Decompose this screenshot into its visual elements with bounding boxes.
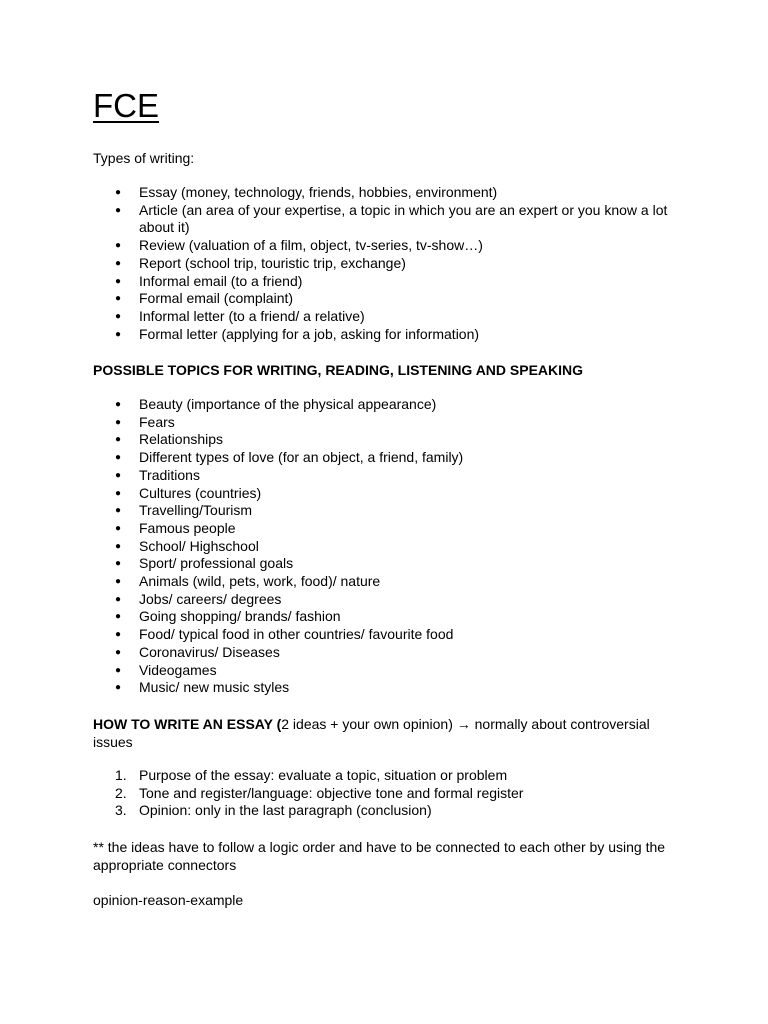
list-item: ● Animals (wild, pets, work, food)/ nature <box>93 573 683 591</box>
list-item: ● Traditions <box>93 467 683 485</box>
list-item: ● Informal email (to a friend) <box>93 273 683 291</box>
list-item: ● Informal letter (to a friend/ a relative) <box>93 308 683 326</box>
list-item: ● Beauty (importance of the physical appearance) <box>93 396 683 414</box>
step-text: Opinion: only in the last paragraph (conclusion) <box>139 802 432 819</box>
list-item: ● Fears <box>93 414 683 432</box>
list-item: ● School/ Highschool <box>93 538 683 556</box>
list-item: ● Relationships <box>93 431 683 449</box>
list-item: ● Formal email (complaint) <box>93 290 683 308</box>
essay-heading-rest: 2 ideas + your own opinion) → normally about controversial issues <box>93 716 650 750</box>
list-item: ● Review (valuation of a film, object, tv-series, tv-show…) <box>93 237 683 255</box>
list-item: ● Essay (money, technology, friends, hobbies, environment) <box>93 184 683 202</box>
list-item <box>93 785 683 803</box>
list-item: ● Videogames <box>93 662 683 680</box>
list-item: ● Report (school trip, touristic trip, exchange) <box>93 255 683 273</box>
list-item: ● Different types of love (for an object, a friend, family) <box>93 449 683 467</box>
types-of-writing-list <box>93 184 683 343</box>
step-number: 3. <box>115 802 127 819</box>
list-item: ● Formal letter (applying for a job, asking for information) <box>93 326 683 344</box>
list-item: ● Cultures (countries) <box>93 485 683 503</box>
essay-note: ** the ideas have to follow a logic order and have to be connected to each other by using the appropriate connectors <box>93 839 666 873</box>
types-intro: Types of writing: <box>93 150 195 166</box>
list-item <box>93 767 683 785</box>
list-item: ● Going shopping/ brands/ fashion <box>93 608 683 626</box>
list-item: ● Article (an area of your expertise, a topic in which you are an expert or you know a lot about it) <box>93 202 683 237</box>
list-item: ● Coronavirus/ Diseases <box>93 644 683 662</box>
list-item: ● Food/ typical food in other countries/ favourite food <box>93 626 683 644</box>
topics-list <box>93 396 683 697</box>
page-title: FCE <box>93 87 159 124</box>
list-item: ● Jobs/ careers/ degrees <box>93 591 683 609</box>
list-item: ● Famous people <box>93 520 683 538</box>
step-number: 2. <box>115 784 127 801</box>
list-item: ● Travelling/Tourism <box>93 502 683 520</box>
essay-structure: opinion-reason-example <box>93 892 244 908</box>
list-item <box>93 802 683 820</box>
step-text: Tone and register/language: objective tone and formal register <box>139 784 524 801</box>
step-number: 1. <box>115 767 127 783</box>
list-item: ● Music/ new music styles <box>93 679 683 697</box>
step-text: Purpose of the essay: evaluate a topic, situation or problem <box>139 767 508 783</box>
topics-heading: POSSIBLE TOPICS FOR WRITING, READING, LISTENING AND SPEAKING <box>93 362 584 378</box>
list-item: ● Sport/ professional goals <box>93 555 683 573</box>
essay-heading-bold: HOW TO WRITE AN ESSAY ( <box>93 716 282 732</box>
essay-heading <box>93 715 683 751</box>
essay-steps-list <box>93 767 683 820</box>
